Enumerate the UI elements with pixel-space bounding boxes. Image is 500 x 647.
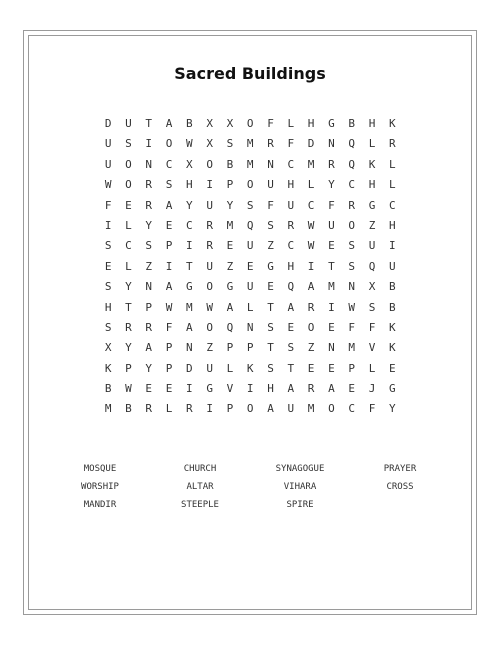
grid-letter: S [287,341,295,355]
grid-letter: L [125,218,132,232]
grid-letter: S [348,239,356,253]
grid-letter: M [104,402,112,416]
grid-letter: M [348,341,356,355]
grid-letter: M [246,137,254,151]
grid-letter: M [328,280,335,294]
grid-letter: Z [368,218,376,232]
grid-letter: I [186,382,193,396]
grid-letter: M [226,218,234,232]
grid-letter: C [348,178,356,192]
grid-letter: Q [368,259,376,273]
grid-letter: W [348,300,356,314]
grid-letter: S [267,218,274,232]
word-list-item: CROSS [386,482,414,492]
grid-letter: A [186,320,193,334]
grid-letter: C [287,239,295,253]
grid-letter: R [307,382,315,396]
grid-letter: Y [226,198,234,212]
grid-letter: N [145,157,153,171]
grid-letter: G [368,198,376,212]
grid-letter: L [226,361,234,375]
grid-letter: U [206,259,213,273]
grid-letter: E [165,382,173,396]
grid-letter: N [328,341,335,355]
grid-letter: U [388,259,396,273]
word-list-item: VIHARA [283,482,317,492]
grid-letter: I [206,178,213,192]
grid-letter: P [246,341,254,355]
grid-letter: Y [145,218,153,232]
grid-letter: P [145,300,153,314]
grid-letter: L [388,157,396,171]
grid-letter: U [246,239,254,253]
grid-letter: E [328,239,335,253]
grid-letter: P [165,239,173,253]
grid-letter: N [145,280,153,294]
grid-letter: S [145,239,153,253]
grid-letter: X [226,117,234,130]
grid-letter: L [246,300,254,314]
word-list-item: SYNAGOGUE [275,464,325,474]
grid-letter: R [145,198,153,212]
grid-letter: F [267,198,274,212]
grid-letter: X [186,157,193,171]
grid-letter: B [388,280,396,294]
grid-letter: X [206,137,213,151]
grid-letter: K [246,361,254,375]
grid-letter: S [104,280,112,294]
grid-letter: H [287,178,295,192]
grid-letter: O [206,280,213,294]
grid-letter: E [328,320,335,334]
grid-letter: W [104,178,112,192]
grid-letter: T [125,300,132,314]
grid-letter: C [307,198,315,212]
grid-letter: Y [328,178,335,192]
grid-letter: W [307,218,315,232]
grid-letter: L [368,361,376,375]
word-list-item: STEEPLE [181,500,219,510]
grid-letter: U [246,280,254,294]
grid-letter: F [287,137,295,151]
grid-letter: O [206,320,213,334]
grid-letter: A [145,341,153,355]
grid-letter: X [368,280,376,294]
grid-letter: P [226,178,234,192]
grid-letter: G [186,280,193,294]
grid-letter: T [186,259,193,273]
grid-letter: K [388,117,396,130]
grid-letter: H [186,178,193,192]
grid-letter: U [104,157,112,171]
grid-letter: I [388,239,396,253]
grid-letter: T [328,259,335,273]
grid-letter: N [186,341,193,355]
grid-letter: D [186,361,193,375]
grid-letter: R [145,320,153,334]
grid-letter: I [165,259,173,273]
grid-letter: I [307,259,315,273]
grid-letter: Q [348,157,356,171]
grid-letter: G [226,280,234,294]
grid-letter: R [287,218,295,232]
grid-letter: A [165,117,173,130]
grid-letter: L [125,259,132,273]
grid-letter: S [104,239,112,253]
grid-letter: M [246,157,254,171]
grid-letter: Y [145,361,153,375]
grid-letter: F [368,320,376,334]
grid-letter: U [104,137,112,151]
grid-letter: O [246,402,254,416]
grid-letter: P [348,361,356,375]
grid-letter: H [368,178,376,192]
grid-letter: E [145,382,153,396]
grid-letter: C [186,218,193,232]
grid-letter: F [165,320,173,334]
grid-letter: P [226,402,234,416]
grid-letter: R [206,218,213,232]
grid-letter: E [287,320,295,334]
grid-letter: U [206,198,213,212]
grid-letter: I [145,137,153,151]
grid-letter: O [246,117,254,130]
grid-letter: X [206,117,213,130]
grid-letter: N [267,157,274,171]
grid-letter: Q [348,137,356,151]
grid-letter: G [206,382,213,396]
grid-letter: I [186,239,193,253]
grid-letter: D [307,137,315,151]
grid-letter: O [348,218,356,232]
grid-letter: Z [206,341,213,355]
grid-letter: Y [125,341,132,355]
grid-letter: H [104,300,112,314]
grid-letter: R [328,157,335,171]
grid-letter: H [287,259,295,273]
grid-letter: O [206,157,213,171]
grid-letter: S [368,300,376,314]
word-list-item: PRAYER [383,464,417,474]
grid-letter: A [287,300,295,314]
grid-letter: F [328,198,335,212]
grid-letter: L [388,178,396,192]
grid-letter: Z [267,239,274,253]
grid-letter: R [145,402,153,416]
grid-letter: L [165,402,173,416]
grid-letter: A [328,382,335,396]
puzzle-title: Sacred Buildings [174,64,326,83]
grid-letter: O [246,178,254,192]
grid-letter: O [125,157,132,171]
grid-letter: K [388,341,396,355]
grid-letter: C [388,198,396,212]
grid-letter: S [246,198,254,212]
grid-letter: S [104,320,112,334]
grid-letter: T [267,300,274,314]
word-list-item: ALTAR [186,482,214,492]
grid-letter: S [226,137,234,151]
grid-letter: U [287,402,295,416]
grid-letter: E [388,361,396,375]
grid-letter: W [307,239,315,253]
grid-letter: O [307,320,315,334]
grid-letter: U [267,178,274,192]
grid-letter: N [348,280,356,294]
grid-letter: E [104,259,112,273]
grid-letter: B [226,157,234,171]
grid-letter: O [165,137,173,151]
grid-letter: A [267,402,274,416]
grid-letter: U [125,117,132,130]
grid-letter: M [186,300,193,314]
grid-letter: A [287,382,295,396]
grid-letter: S [125,137,132,151]
grid-letter: U [287,198,295,212]
grid-letter: C [125,239,132,253]
grid-letter: C [348,402,356,416]
grid-letter: Q [287,280,295,294]
grid-letter: F [368,402,376,416]
grid-letter: Z [307,341,315,355]
grid-letter: B [104,382,112,396]
grid-letter: B [186,117,193,130]
grid-letter: W [165,300,173,314]
grid-letter: M [307,402,315,416]
grid-letter: F [104,198,112,212]
grid-letter: A [307,280,315,294]
grid-letter: H [307,117,315,130]
grid-letter: P [125,361,132,375]
letter-grid [98,114,402,420]
grid-letter: Q [226,320,234,334]
grid-letter: K [104,361,112,375]
grid-letter: H [388,218,396,232]
grid-letter: R [267,137,274,151]
grid-letter: R [388,137,396,151]
grid-letter: W [186,137,193,151]
grid-letter: A [165,280,173,294]
grid-letter: G [388,382,396,396]
grid-letter: W [125,382,132,396]
grid-letter: E [125,198,132,212]
grid-letter: E [226,239,234,253]
word-list-item: CHURCH [183,464,217,474]
grid-letter: B [388,300,396,314]
grid-letter: E [246,259,254,273]
grid-letter: S [165,178,173,192]
grid-letter: I [328,300,335,314]
grid-letter: U [206,361,213,375]
grid-letter: Z [145,259,153,273]
grid-letter: E [267,280,274,294]
grid-letter: R [307,300,315,314]
grid-letter: P [165,341,173,355]
grid-letter: X [104,341,112,355]
grid-letter: R [125,320,132,334]
grid-letter: Z [226,259,234,273]
grid-letter: O [328,402,335,416]
grid-letter: W [206,300,213,314]
grid-letter: L [287,117,295,130]
grid-letter: F [267,117,274,130]
grid-letter: Q [246,218,254,232]
grid-letter: S [267,361,274,375]
grid-letter: H [267,382,274,396]
grid-letter: C [287,157,295,171]
grid-letter: E [348,382,356,396]
grid-letter: E [307,361,315,375]
grid-letter: E [165,218,173,232]
grid-letter: V [368,341,376,355]
grid-letter: I [246,382,254,396]
grid-letter: T [267,341,274,355]
grid-letter: L [368,137,376,151]
grid-letter: N [328,137,335,151]
grid-letter: R [348,198,356,212]
word-list-item: MOSQUE [83,464,117,474]
grid-letter: V [226,382,234,396]
word-list-item: MANDIR [83,500,117,510]
grid-letter: L [307,178,315,192]
grid-letter: B [348,117,356,130]
grid-letter: J [368,382,376,396]
grid-letter: R [145,178,153,192]
grid-letter: G [328,117,335,130]
grid-letter: Y [388,402,396,416]
grid-letter: S [348,259,356,273]
grid-letter: P [165,361,173,375]
grid-letter: C [165,157,173,171]
grid-letter: K [368,157,376,171]
grid-letter: I [206,402,213,416]
grid-letter: N [246,320,254,334]
grid-letter: Y [186,198,193,212]
grid-letter: Y [125,280,132,294]
grid-letter: G [267,259,274,273]
grid-letter: R [186,402,193,416]
word-list-item: WORSHIP [81,482,119,492]
grid-letter: H [368,117,376,130]
grid-letter: T [287,361,295,375]
grid-letter: P [226,341,234,355]
grid-letter: U [368,239,376,253]
grid-letter: S [267,320,274,334]
grid-letter: F [348,320,356,334]
grid-letter: E [328,361,335,375]
grid-letter: A [165,198,173,212]
word-list [50,460,450,514]
grid-letter: M [307,157,315,171]
grid-letter: D [104,117,112,130]
grid-letter: R [206,239,213,253]
grid-letter: O [125,178,132,192]
grid-letter: U [328,218,335,232]
grid-letter: T [145,117,153,130]
grid-letter: K [388,320,396,334]
grid-letter: A [226,300,234,314]
word-list-item: SPIRE [286,500,314,510]
grid-letter: I [104,218,112,232]
grid-letter: B [125,402,132,416]
